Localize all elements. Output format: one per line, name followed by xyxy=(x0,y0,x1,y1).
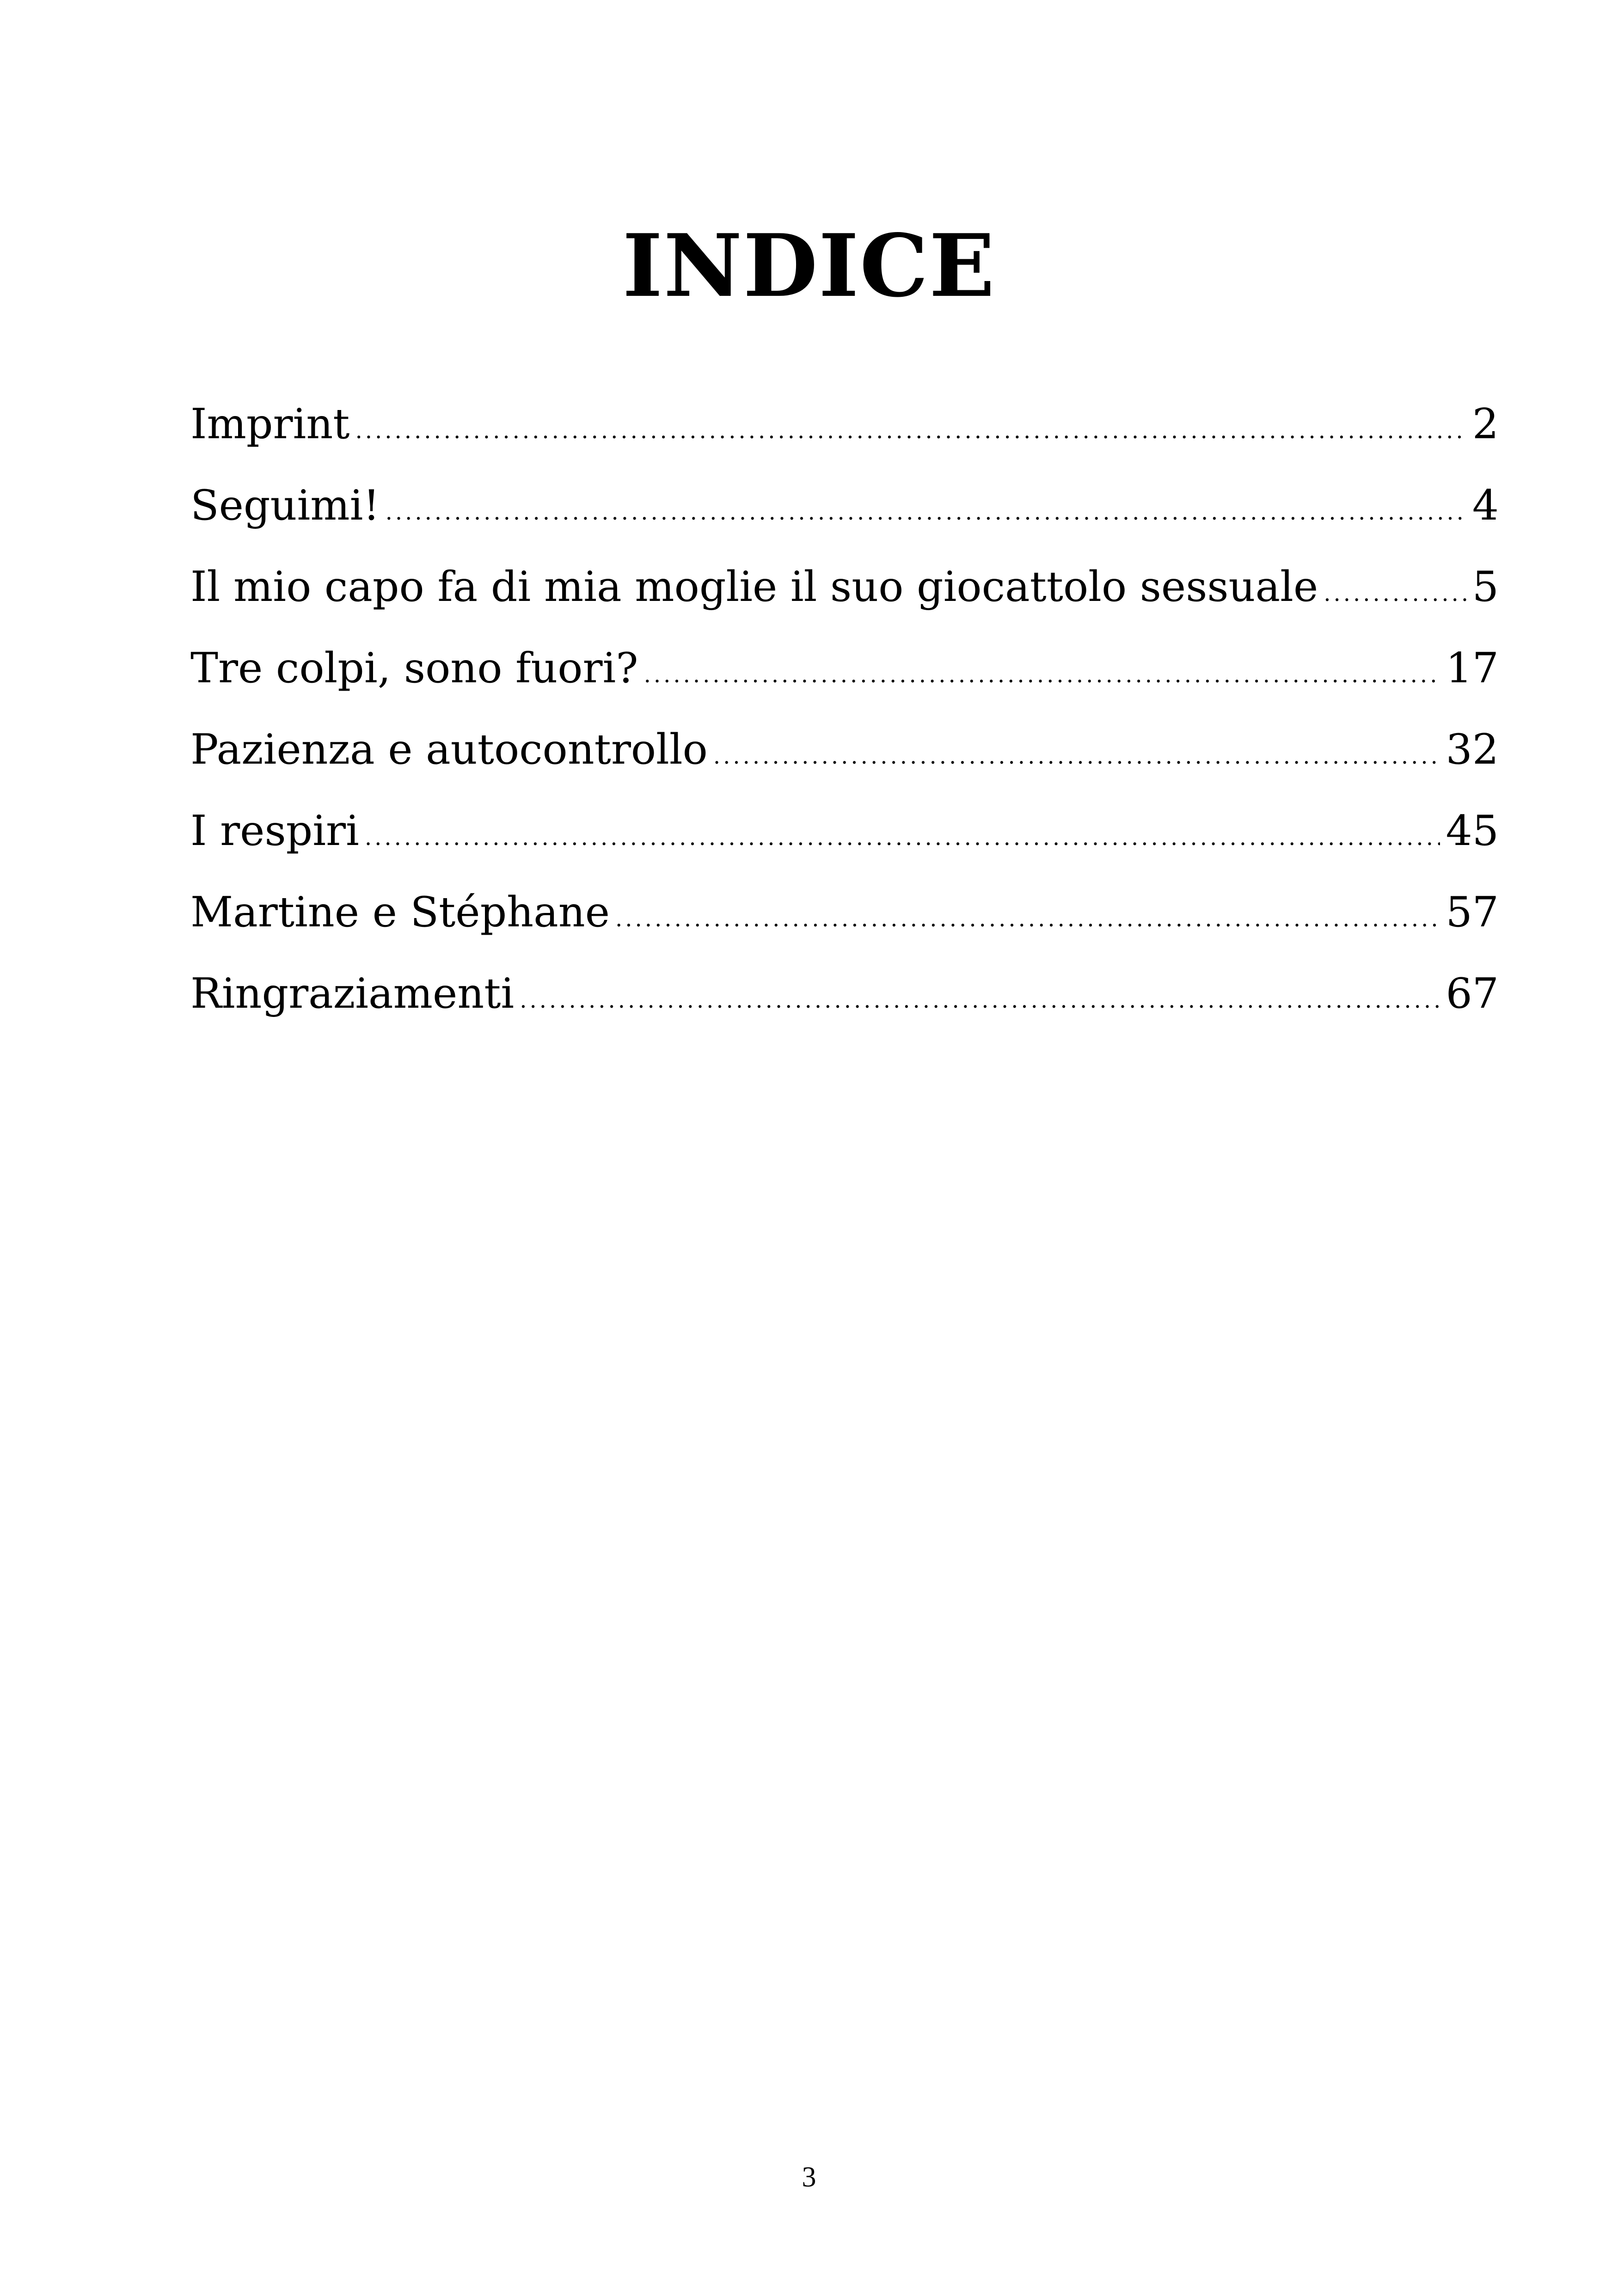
table-of-contents xyxy=(190,384,1499,1035)
toc-entry-page: 4 xyxy=(1472,481,1499,530)
toc-entry-title: Ringraziamenti xyxy=(190,969,515,1018)
toc-entry-page: 2 xyxy=(1472,400,1499,448)
dot-leader xyxy=(365,797,1440,878)
toc-entry xyxy=(190,953,1499,1035)
page-title: INDICE xyxy=(622,214,996,316)
toc-entry xyxy=(190,465,1499,546)
toc-entry-page: 45 xyxy=(1446,807,1499,855)
toc-entry-page: 32 xyxy=(1446,725,1499,774)
dot-leader xyxy=(520,960,1440,1041)
toc-entry-title: Seguimi! xyxy=(190,481,380,530)
toc-entry-title: Il mio capo fa di mia moglie il suo giocattolo sessuale xyxy=(190,563,1318,611)
toc-entry xyxy=(190,709,1499,790)
dot-leader xyxy=(644,634,1440,716)
toc-entry-title: Tre colpi, sono fuori? xyxy=(190,644,638,692)
toc-entry-title: Imprint xyxy=(190,400,350,448)
toc-entry xyxy=(190,790,1499,872)
dot-leader xyxy=(713,716,1440,797)
dot-leader xyxy=(355,390,1466,471)
toc-entry xyxy=(190,628,1499,709)
dot-leader xyxy=(1324,553,1467,634)
toc-entry-title: Martine e Stéphane xyxy=(190,888,610,937)
toc-entry-page: 17 xyxy=(1446,644,1499,692)
toc-entry-title: I respiri xyxy=(190,807,359,855)
toc-entry-title: Pazienza e autocontrollo xyxy=(190,725,708,774)
toc-entry xyxy=(190,546,1499,628)
toc-entry-page: 5 xyxy=(1472,563,1499,611)
toc-entry-page: 57 xyxy=(1446,888,1499,937)
dot-leader xyxy=(386,471,1467,553)
toc-entry xyxy=(190,384,1499,465)
dot-leader xyxy=(615,878,1440,960)
toc-entry-page: 67 xyxy=(1446,969,1499,1018)
toc-entry xyxy=(190,872,1499,953)
page-number: 3 xyxy=(802,2161,816,2193)
